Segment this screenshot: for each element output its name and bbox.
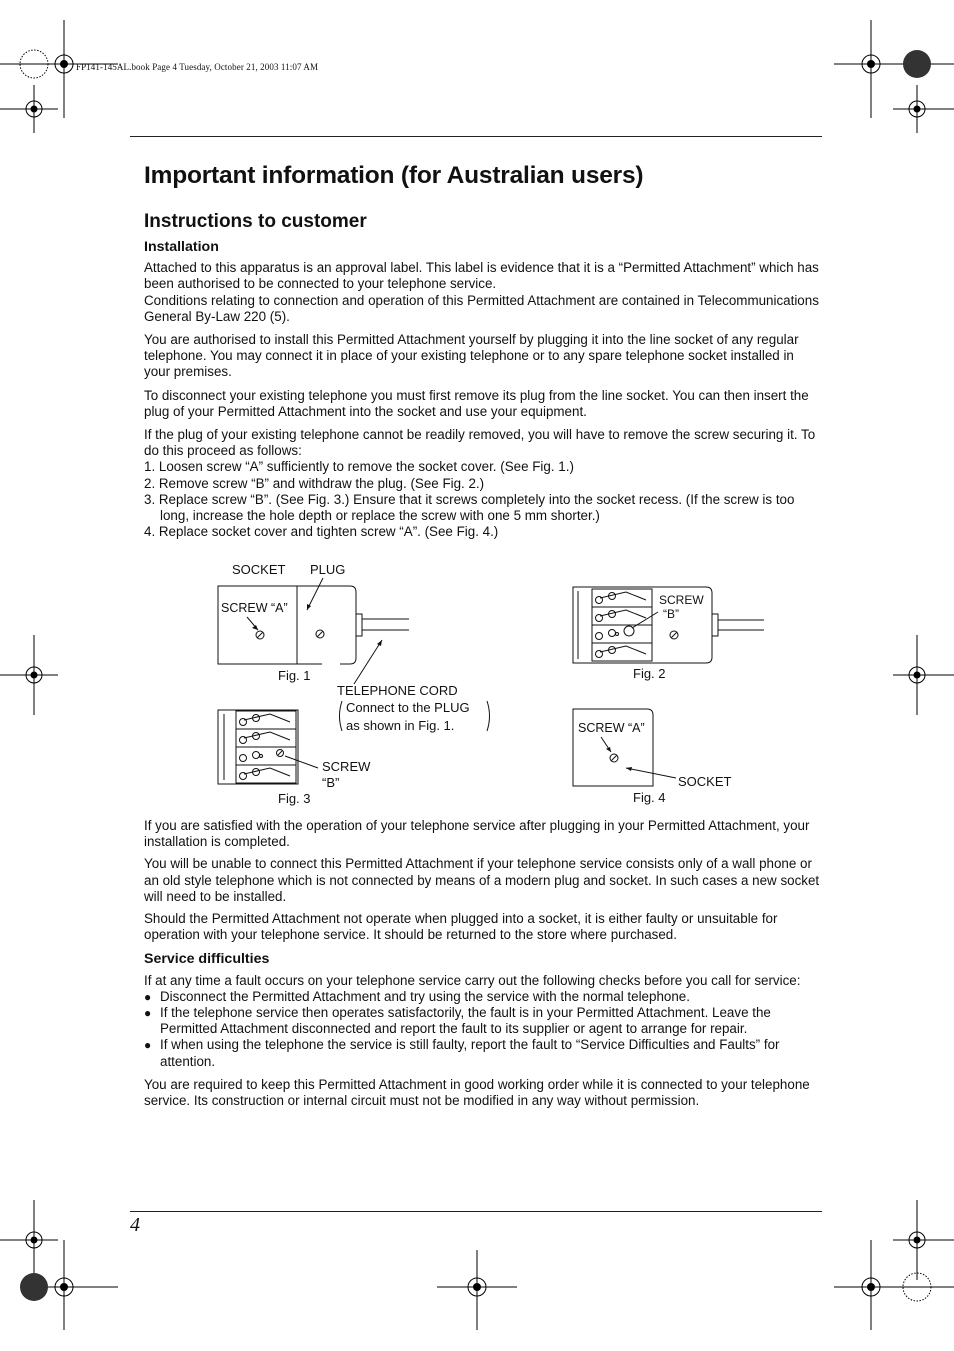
paragraph-disconnect: To disconnect your existing telephone you must first remove its plug from the line socket. You can then insert the plug of your Permitted Attachment into the socket and use your equipment. xyxy=(144,387,809,419)
telephone-cord-label: TELEPHONE CORD xyxy=(337,683,458,698)
paragraph-good-working-order: You are required to keep this Permitted Attachment in good working order while it is connected to your telephone service. Its construction or internal circuit must not be modified in any way without permission. xyxy=(144,1076,810,1109)
paragraph-unable-to-connect: You will be unable to connect this Permitted Attachment if your telephone service consists only of a wall phone or an old style telephone which is not connected by means of a modern plug and socket. In such cases a new socket will need to be installed. xyxy=(144,856,820,904)
figure-4 xyxy=(573,709,732,805)
list-item: ● If the telephone service then operates satisfactorily, the fault is in your Permitted Attachment. Leave the Permitted Attachment disconnected and report the fault to its supplier or agent to arrange for repair. xyxy=(144,1005,771,1037)
screw-b-label-fig2-line1: SCREW xyxy=(659,593,704,607)
section-title: Instructions to customer xyxy=(144,211,367,232)
screw-a-label-fig4: SCREW “A” xyxy=(578,721,645,735)
fig3-caption: Fig. 3 xyxy=(278,791,311,806)
installation-heading: Installation xyxy=(144,239,219,255)
cord-note-line1: Connect to the PLUG xyxy=(346,700,470,715)
telephone-cord-note xyxy=(337,683,490,733)
after-installation-section xyxy=(144,818,822,1109)
bullet-icon: ● xyxy=(144,1038,152,1053)
socket-label-fig4: SOCKET xyxy=(678,774,732,789)
file-info-header: FP141-145AL.book Page 4 Tuesday, October 21, 2003 11:07 AM xyxy=(76,62,319,72)
figure-2 xyxy=(573,587,764,681)
page-number: 4 xyxy=(130,1214,140,1236)
screw-b-label-fig2-line2: “B” xyxy=(663,607,679,621)
service-checklist xyxy=(144,989,822,1070)
bullet-icon: ● xyxy=(144,1006,152,1021)
step-item: 4. Replace socket cover and tighten screw “A”. (See Fig. 4.) xyxy=(144,524,499,540)
step-item: 3. Replace screw “B”. (See Fig. 3.) Ensure that it screws completely into the socket recess. (If the screw is too long, increase the hole depth or replace the screw with one 5 mm shorter.) xyxy=(144,491,795,524)
step-item: 1. Loosen screw “A” sufficiently to remove the socket cover. (See Fig. 1.) xyxy=(144,459,574,475)
fig2-caption: Fig. 2 xyxy=(633,666,666,681)
figure-1 xyxy=(218,562,409,684)
fig4-caption: Fig. 4 xyxy=(633,790,666,805)
bottom-rule xyxy=(130,1211,822,1212)
screw-b-label-fig3-line2: “B” xyxy=(322,775,340,790)
fig1-caption: Fig. 1 xyxy=(278,668,311,683)
paragraph-remove-screw: If the plug of your existing telephone cannot be readily removed, you will have to remove the screw securing it. To do this proceed as follows: xyxy=(144,427,816,459)
list-item: ● If when using the telephone the service is still faulty, report the fault to “Service Difficulties and Faults” for attention. xyxy=(144,1037,780,1069)
step-item: 2. Remove screw “B” and withdraw the plug. (See Fig. 2.) xyxy=(144,475,485,491)
paragraph-satisfied: If you are satisfied with the operation of your telephone service after plugging in your Permitted Attachment, your installation is completed. xyxy=(144,818,810,850)
paragraph-approval-label: Attached to this apparatus is an approval label. This label is evidence that it is a “Permitted Attachment” which has been authorised to be connected to your telephone service. xyxy=(144,260,819,292)
screw-a-label: SCREW “A” xyxy=(221,601,288,615)
bullet-icon: ● xyxy=(144,989,152,1004)
cord-note-line2: as shown in Fig. 1. xyxy=(346,718,455,733)
service-intro: If at any time a fault occurs on your telephone service carry out the following checks before you call for service: xyxy=(144,972,801,988)
service-heading: Service difficulties xyxy=(144,951,270,968)
plug-label: PLUG xyxy=(310,562,346,577)
paragraph-conditions: Conditions relating to connection and operation of this Permitted Attachment are contained in Telecommunications General By-Law 220 (5). xyxy=(144,292,819,324)
screw-b-label-fig3-line1: SCREW xyxy=(322,759,371,774)
socket-label: SOCKET xyxy=(232,562,286,577)
paragraph-authorised: You are authorised to install this Permitted Attachment yourself by plugging it into the line socket of any regular telephone. You may connect it in place of your existing telephone or to any spare telephone socket installed in your premises. xyxy=(144,332,799,380)
page-title: Important information (for Australian users) xyxy=(144,162,644,189)
list-item: ● Disconnect the Permitted Attachment and try using the service with the normal telephone. xyxy=(144,988,690,1004)
paragraph-not-operate: Should the Permitted Attachment not operate when plugged into a socket, it is either faulty or unsuitable for operation with your telephone service. It should be returned to the store where purchased. xyxy=(144,911,778,943)
